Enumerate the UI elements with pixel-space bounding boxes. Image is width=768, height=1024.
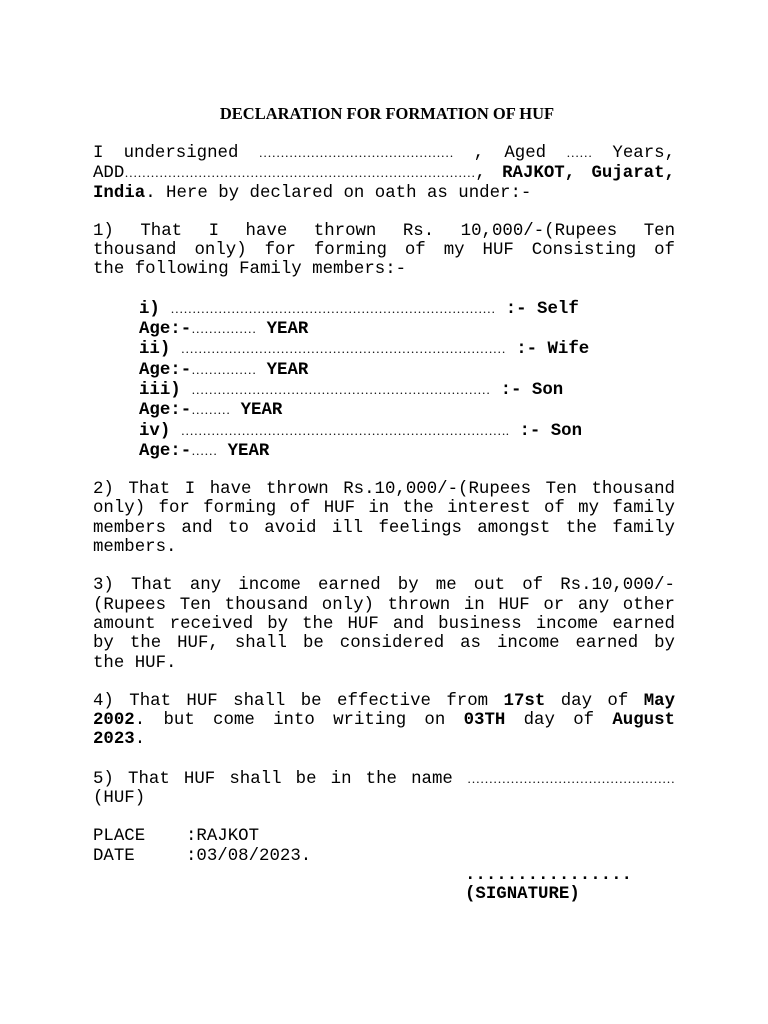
clause-1-line: 1) That I have thrown Rs. 10,000/-(Rupees Ten (93, 221, 675, 241)
date-row (93, 847, 675, 866)
clause-5-line: 5) That HUF shall be in the name ………………………………………… (93, 769, 675, 789)
member-age-blank: …………… (191, 361, 257, 377)
address-label: ADD (93, 164, 125, 184)
place-label: PLACE (93, 827, 146, 847)
clause-3-line: the HUF. (93, 653, 177, 673)
clause-1-line: the following Family members:- (93, 260, 407, 280)
effective-year: 2002 (93, 711, 135, 731)
age-blank: …… (566, 145, 593, 160)
clause-2-line: members. (93, 538, 177, 558)
member-relation: :- Son (519, 421, 583, 441)
member-row: ii) ………………………………………………………………… :- Wife (139, 340, 590, 360)
address-blank: ……………………………………………………………………… (124, 165, 476, 181)
clause-3-line: amount received by the HUF and business income earned (93, 614, 675, 634)
clause-3-line: (Rupees Ten thousand only) thrown in HUF or any other (93, 595, 675, 615)
clause-3-line: by the HUF, shall be considered as income earned by (93, 634, 675, 654)
place-value: :RAJKOT (186, 827, 260, 847)
member-age-row: Age:-…………… YEAR (139, 360, 309, 380)
clause-5 (93, 769, 675, 809)
member-row: iii) …………………………………………………………… :- Son (139, 380, 564, 400)
clause-3 (93, 576, 675, 672)
member-relation: :- Wife (516, 340, 590, 360)
member-name-blank: ………………………………………………………………… (180, 341, 506, 357)
writing-year: 2023 (93, 730, 135, 750)
member-age-row: Age:-…… YEAR (139, 441, 270, 461)
member-name-blank: ………………………………………………………………… (170, 300, 496, 316)
member-name-blank: …………………………………………………………… (191, 381, 491, 397)
effective-month: May (643, 691, 676, 711)
clause-2 (93, 480, 675, 557)
intro-line-2 (93, 163, 675, 183)
member-relation: :- Son (500, 380, 564, 400)
intro-line-1 (93, 143, 675, 163)
member-age-row: Age:-……… YEAR (139, 401, 283, 421)
member-age-blank: …… (191, 442, 218, 458)
intro-paragraph (93, 143, 675, 203)
comma: , (475, 164, 486, 184)
city: RAJKOT, (502, 164, 576, 184)
intro-text: Years, (612, 144, 676, 163)
intro-text: . Here by declared on oath as under:- (145, 183, 532, 203)
intro-line-3 (93, 184, 675, 203)
writing-month: August (612, 711, 675, 731)
date-label: DATE (93, 846, 135, 866)
place-row (93, 827, 675, 846)
country: India (93, 183, 146, 203)
member-age-row: Age:-…………… YEAR (139, 320, 309, 340)
huf-name-blank: ………………………………………… (467, 770, 675, 786)
member-row: i) ………………………………………………………………… :- Self (139, 299, 579, 319)
clause-2-line: only) for forming of HUF in the interest of my family (93, 499, 675, 519)
intro-text: , Aged (473, 144, 547, 163)
date-value: :03/08/2023. (186, 846, 312, 866)
clause-1-line: thousand only) for forming of my HUF Consisting of (93, 241, 675, 261)
clause-4 (93, 692, 675, 750)
clause-4-line: 2002. but come into writing on 03TH day of August (93, 711, 675, 731)
clause-2-line: 2) That I have thrown Rs.10,000/-(Rupees Ten thousand (93, 480, 675, 500)
member-age-blank: …………… (191, 321, 257, 337)
clause-2-line: members and to avoid ill feelings amongst the family (93, 518, 675, 538)
writing-day: 03TH (463, 711, 506, 731)
document-title: DECLARATION FOR FORMATION OF HUF (219, 104, 555, 123)
clause-1 (93, 222, 675, 280)
intro-text: I undersigned (93, 144, 239, 163)
document-page (93, 104, 675, 905)
signature-label: (SIGNATURE) (465, 885, 580, 905)
effective-day: 17st (503, 691, 546, 711)
member-relation: :- Self (505, 299, 579, 319)
clause-4-line: 2023. (93, 730, 146, 750)
member-row: iv) …………………………………………………………………. :- Son (139, 421, 583, 441)
state: Gujarat, (591, 164, 675, 184)
member-name-blank: …………………………………………………………………. (180, 422, 509, 438)
family-members-list (139, 299, 675, 461)
name-blank: ……………………………………… (258, 145, 454, 160)
member-age-blank: ……… (191, 402, 231, 418)
signature-dots: ................ (465, 865, 632, 885)
clause-3-line: 3) That any income earned by me out of Rs.10,000/- (93, 576, 675, 596)
clause-5-line: (HUF) (93, 789, 146, 809)
clause-4-line: 4) That HUF shall be effective from 17st day of May (93, 691, 676, 711)
